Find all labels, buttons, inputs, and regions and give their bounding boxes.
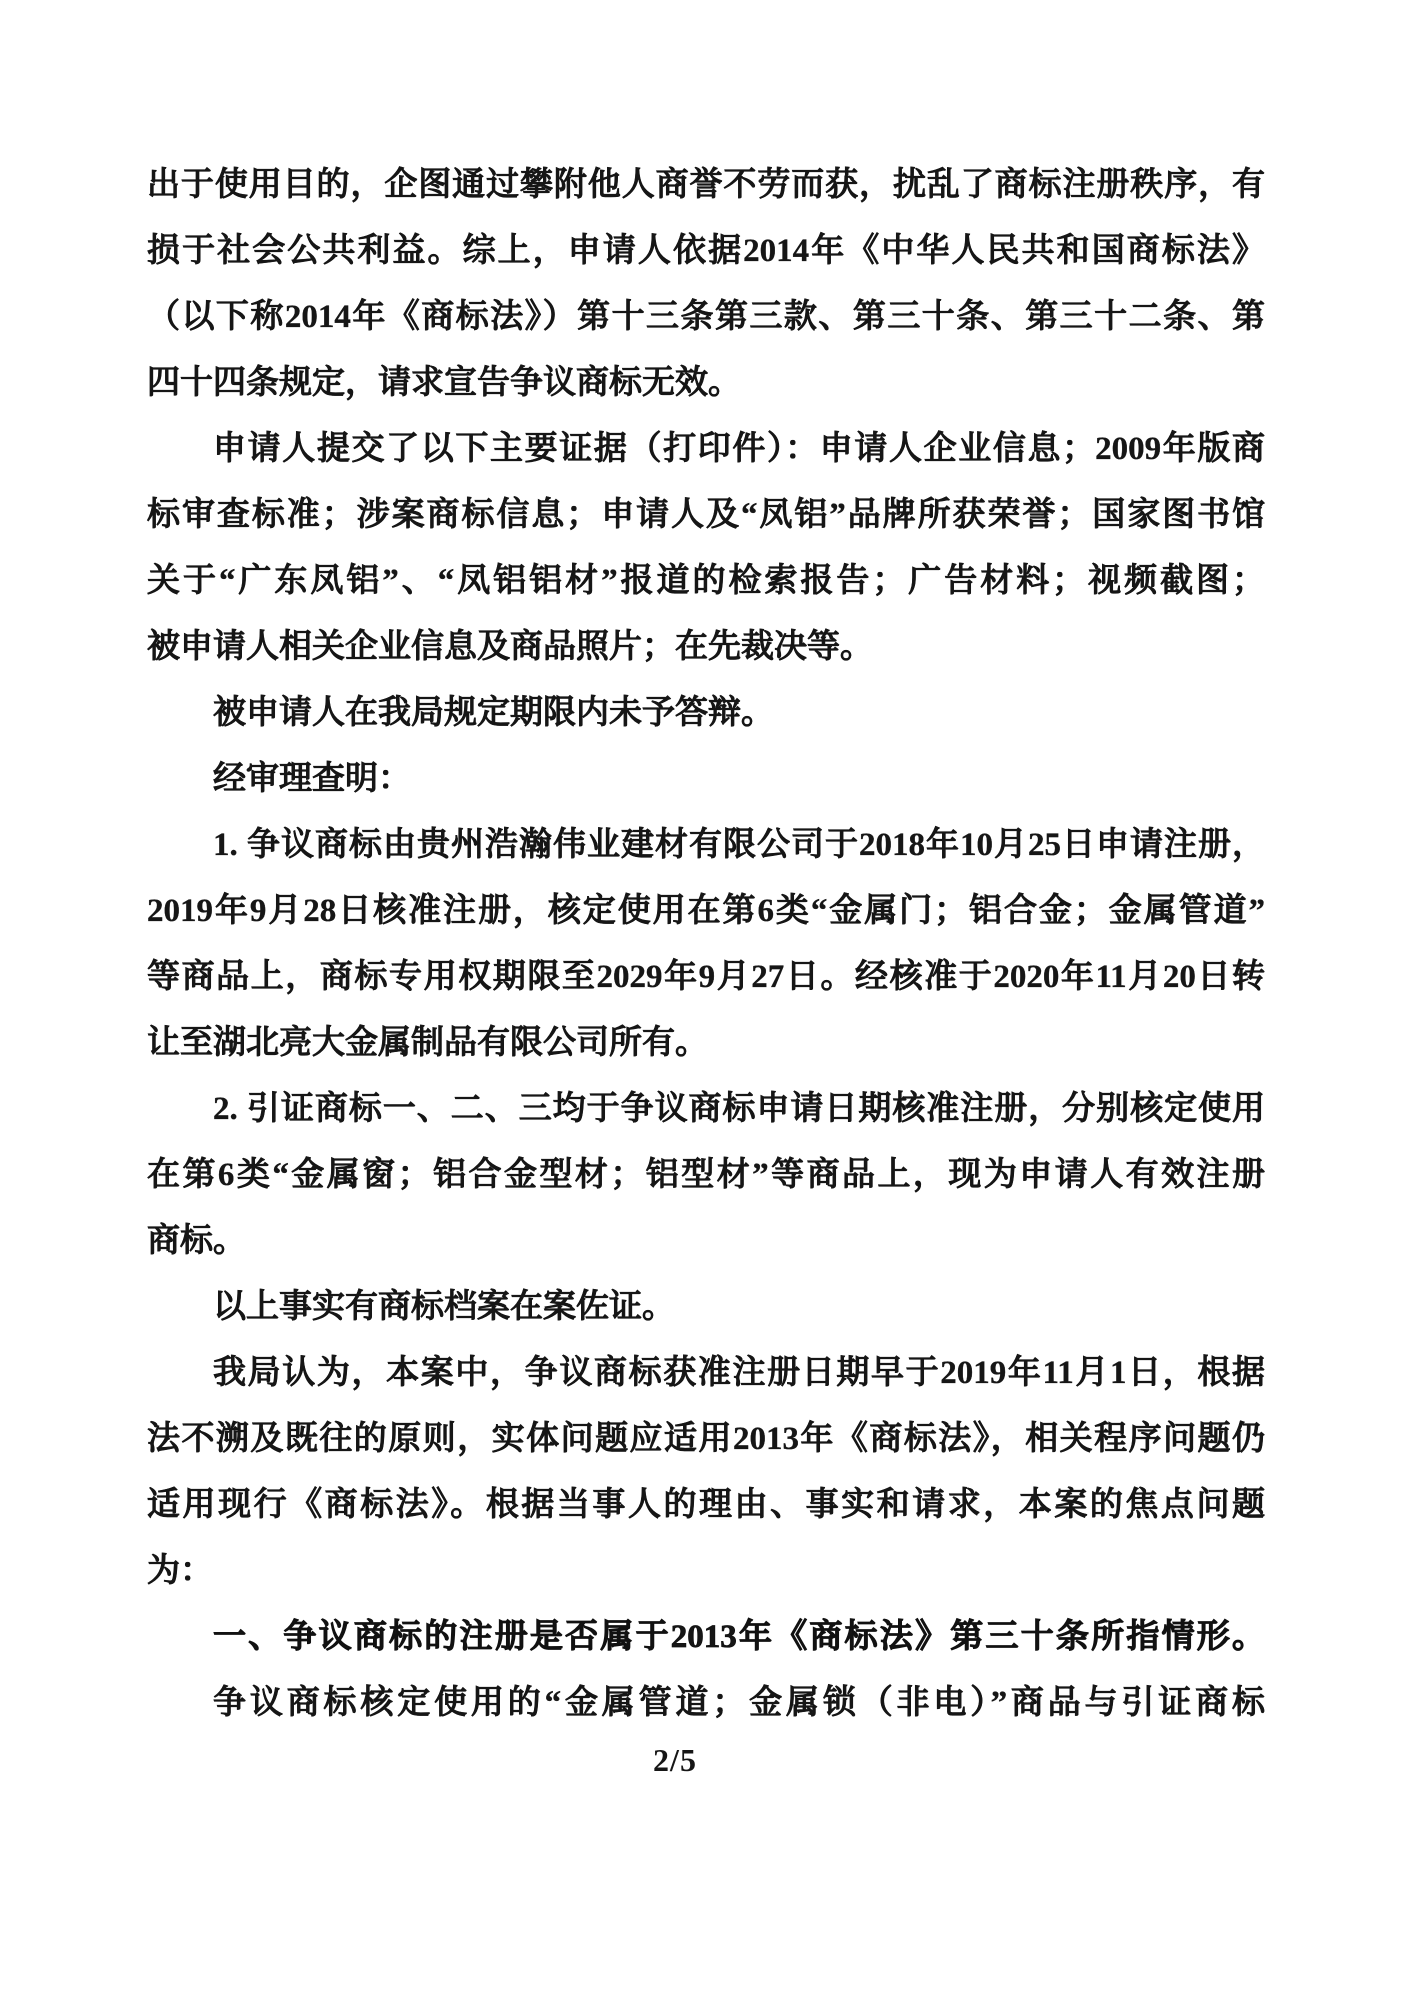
text-line: 在第6类“金属窗；铝合金型材；铝型材”等商品上，现为申请人有效注册 xyxy=(147,1157,1265,1193)
text-line: 一、争议商标的注册是否属于2013年《商标法》第三十条所指情形。 xyxy=(213,1619,1265,1655)
text-line: 出于使用目的，企图通过攀附他人商誉不劳而获，扰乱了商标注册秩序，有 xyxy=(147,167,1265,203)
text-line: 法不溯及既往的原则，实体问题应适用2013年《商标法》，相关程序问题仍 xyxy=(147,1421,1265,1457)
text-line: 2019年9月28日核准注册，核定使用在第6类“金属门；铝合金；金属管道” xyxy=(147,893,1265,929)
text-line: 关于“广东凤铝”、“凤铝铝材”报道的检索报告；广告材料；视频截图； xyxy=(147,563,1265,599)
text-line: 1. 争议商标由贵州浩瀚伟业建材有限公司于2018年10月25日申请注册， xyxy=(213,827,1265,863)
text-line: 申请人提交了以下主要证据（打印件）：申请人企业信息；2009年版商 xyxy=(213,431,1265,467)
text-line: 商标。 xyxy=(147,1223,246,1259)
text-line: 适用现行《商标法》。根据当事人的理由、事实和请求，本案的焦点问题 xyxy=(147,1487,1265,1523)
text-line: 被申请人相关企业信息及商品照片；在先裁决等。 xyxy=(147,629,873,665)
text-line: 经审理查明： xyxy=(213,761,411,797)
text-line: 2. 引证商标一、二、三均于争议商标申请日期核准注册，分别核定使用 xyxy=(213,1091,1265,1127)
text-line: 为： xyxy=(147,1553,213,1589)
text-line: 被申请人在我局规定期限内未予答辩。 xyxy=(213,695,774,731)
text-line: 损于社会公共利益。综上，申请人依据2014年《中华人民共和国商标法》 xyxy=(147,233,1265,269)
text-line: 以上事实有商标档案在案佐证。 xyxy=(213,1289,675,1325)
text-line: （以下称2014年《商标法》）第十三条第三款、第三十条、第三十二条、第 xyxy=(147,299,1265,335)
text-line: 让至湖北亮大金属制品有限公司所有。 xyxy=(147,1025,708,1061)
text-line: 四十四条规定，请求宣告争议商标无效。 xyxy=(147,365,741,401)
page-number: 2/5 xyxy=(653,1742,697,1778)
text-line: 我局认为，本案中，争议商标获准注册日期早于2019年11月1日，根据 xyxy=(213,1355,1265,1391)
text-line: 等商品上，商标专用权期限至2029年9月27日。经核准于2020年11月20日转 xyxy=(147,959,1265,995)
document-body xyxy=(147,152,1265,1736)
text-line: 争议商标核定使用的“金属管道；金属锁（非电）”商品与引证商标 xyxy=(213,1685,1265,1721)
text-line: 标审查标准；涉案商标信息；申请人及“凤铝”品牌所获荣誉；国家图书馆 xyxy=(147,497,1265,533)
